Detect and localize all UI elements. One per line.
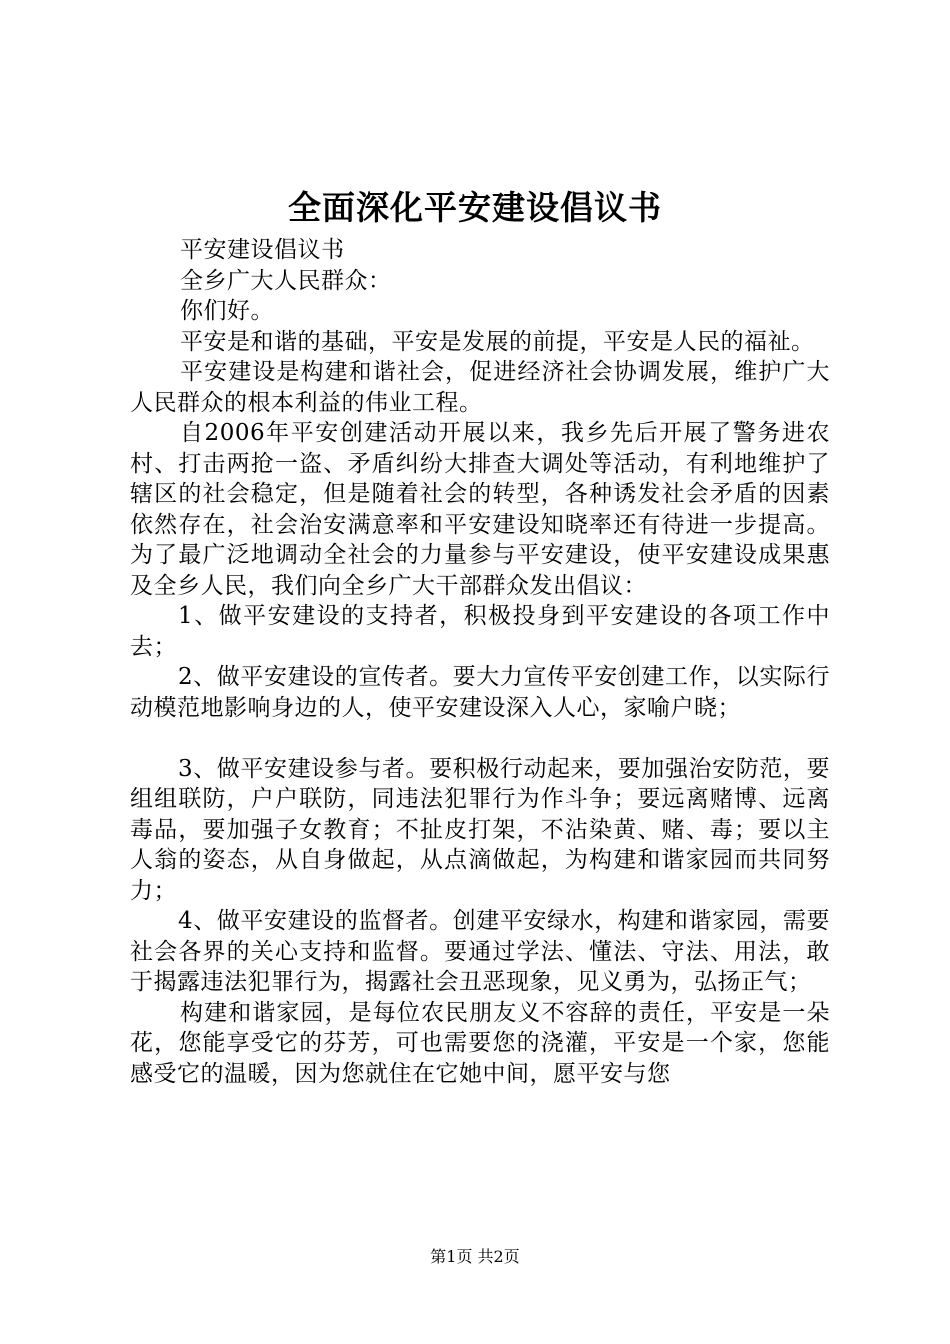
paragraph-greeting: 你们好。 — [180, 298, 274, 324]
paragraph-item-2: 2、做平安建设的宣传者。要大力宣传平安创建工作，以实际行动模范地影响身边的人，使平安建设深入人心，家喻户晓； — [130, 664, 830, 721]
document-title: 全面深化平安建设倡议书 — [288, 188, 662, 227]
page-footer: 第1页 共2页 — [430, 1247, 520, 1266]
paragraph-intro: 平安是和谐的基础，平安是发展的前提，平安是人民的福祉。 — [180, 328, 815, 355]
blank-line — [130, 723, 830, 754]
paragraph-item-3: 3、做平安建设参与者。要积极行动起来，要加强治安防范，要组组联防，户户联防，同违法犯罪行为作斗争；要远离赌博、远离毒品，要加强子女教育；不扯皮打架，不沾染黄、赌、毒；要以主人翁的姿态，从自身做起，从点滴做起，为构建和谐家园而共同努力； — [130, 755, 830, 904]
paragraph-background: 自2006年平安创建活动开展以来，我乡先后开展了警务进农村、打击两抢一盗、矛盾纠纷大排查大调处等活动，有利地维护了辖区的社会稳定，但是随着社会的转型，各种诱发社会矛盾的因素依然存在，社会治安满意率和平安建设知晓率还有待进一步提高。为了最广泛地调动全社会的力量参与平安建设，使平安建设成果惠及全乡人民，我们向全乡广大干部群众发出倡议： — [130, 420, 830, 599]
document-body — [130, 235, 830, 1089]
paragraph-salutation: 全乡广大人民群众： — [180, 267, 392, 294]
paragraph-subtitle: 平安建设倡议书 — [180, 237, 345, 263]
paragraph-item-1: 1、做平安建设的支持者，积极投身到平安建设的各项工作中去； — [130, 603, 830, 660]
paragraph-closing: 构建和谐家园，是每位农民朋友义不容辞的责任，平安是一朵花，您能享受它的芬芳，可也需要您的浇灌，平安是一个家，您能感受它的温暖，因为您就住在它她中间，愿平安与您 — [130, 999, 830, 1087]
paragraph-purpose: 平安建设是构建和谐社会，促进经济社会协调发展，维护广大人民群众的根本利益的伟业工程。 — [130, 359, 830, 416]
paragraph-item-4: 4、做平安建设的监督者。创建平安绿水，构建和谐家园，需要社会各界的关心支持和监督。要通过学法、懂法、守法、用法，敢于揭露违法犯罪行为，揭露社会丑恶现象，见义勇为，弘扬正气； — [130, 908, 830, 995]
